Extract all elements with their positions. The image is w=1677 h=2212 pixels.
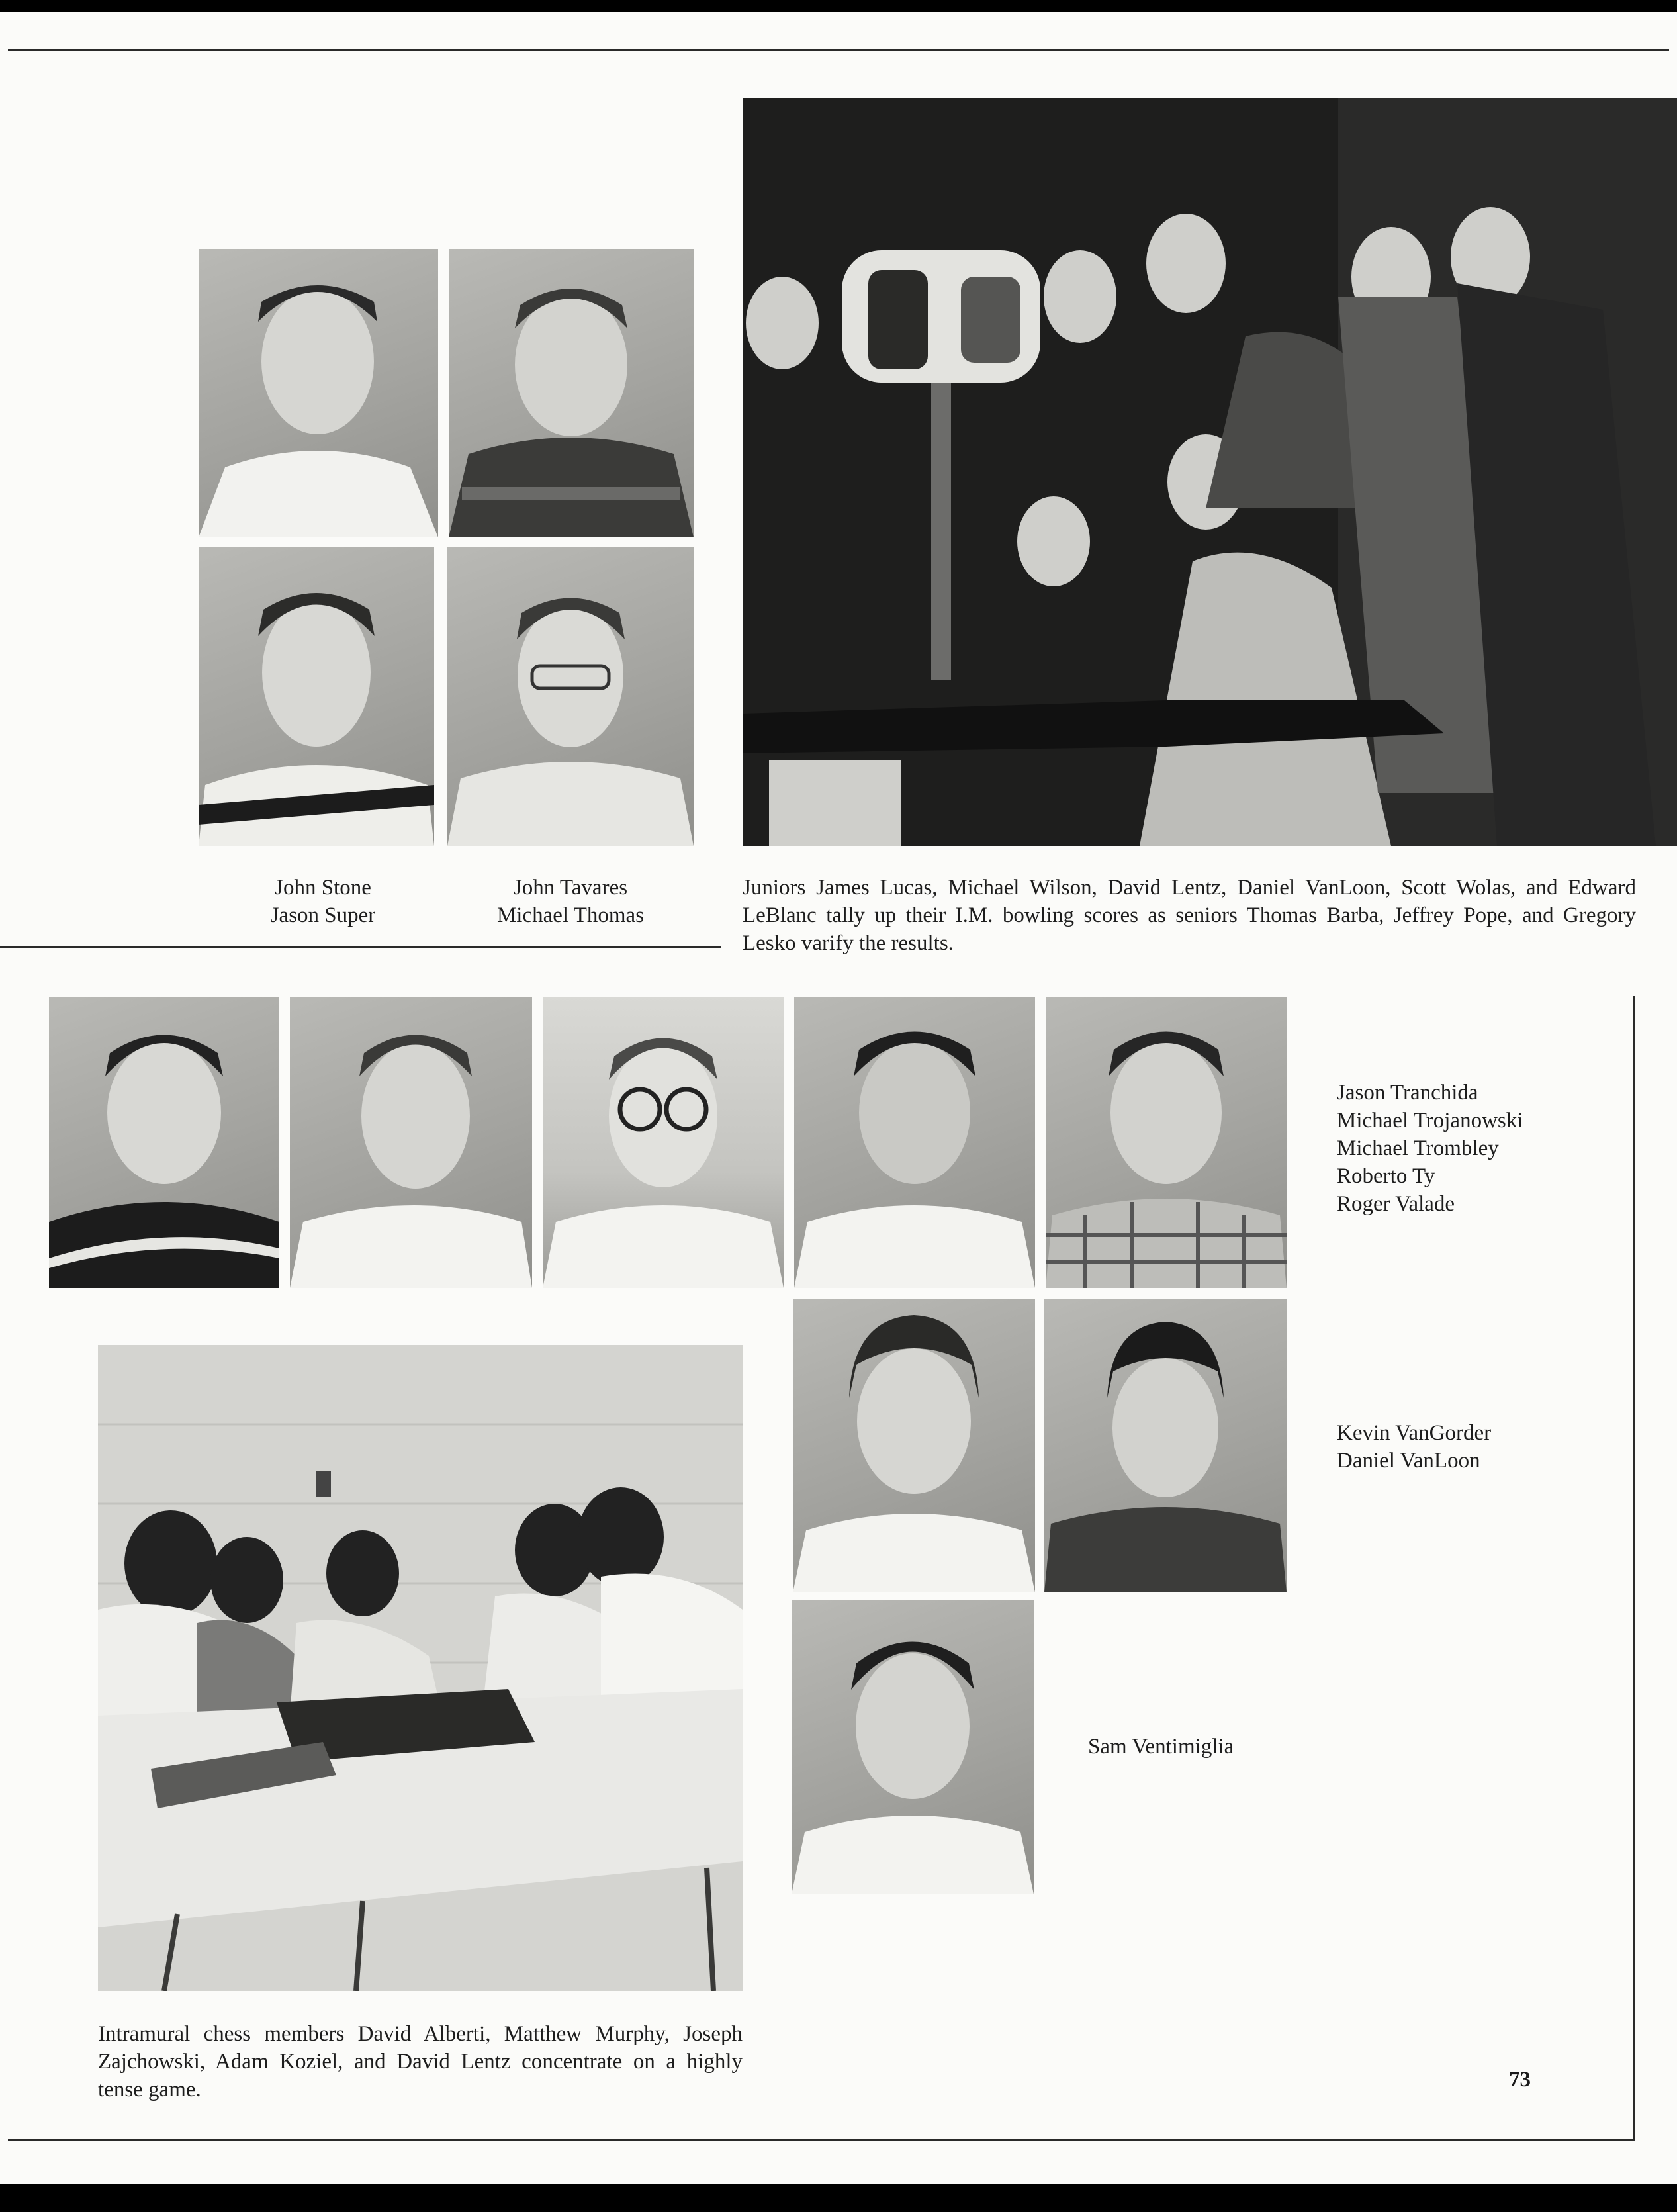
- chess-photo: [98, 1345, 743, 1991]
- row-names: [1337, 1079, 1615, 1218]
- portrait-photo: [447, 547, 694, 846]
- portrait-name: Roberto Ty: [1337, 1164, 1435, 1188]
- portrait-photo: [1044, 1299, 1287, 1592]
- top-rule: [8, 49, 1669, 51]
- portrait-name: Michael Trombley: [1337, 1136, 1499, 1160]
- single-name: Sam Ventimiglia: [1088, 1735, 1234, 1759]
- bowling-caption: Juniors James Lucas, Michael Wilson, David Lentz, Daniel VanLoon, Scott Wolas, and Edward LeBlanc tally up their I.M. bowling scores as seniors Thomas Barba, Jeffrey Pope, and Gregory Lesko varify the results.: [743, 876, 1636, 955]
- portrait-photo: [1046, 997, 1287, 1288]
- portrait-photo: [449, 249, 694, 537]
- portrait-name: John Stone: [275, 876, 371, 899]
- portrait-names-col1: [199, 874, 447, 929]
- top-scan-border: [0, 0, 1677, 12]
- portrait-name: Jason Super: [270, 903, 376, 927]
- portrait-photo: [290, 997, 532, 1288]
- portrait-name: John Tavares: [513, 876, 628, 899]
- right-frame-rule: [1633, 996, 1635, 2141]
- page-number: 73: [1509, 2068, 1531, 2092]
- bowling-photo: [743, 98, 1677, 846]
- portrait-name: Michael Trojanowski: [1337, 1109, 1523, 1132]
- pair-names: [1337, 1419, 1615, 1475]
- portrait-name: Michael Thomas: [496, 903, 645, 927]
- portrait-name: Daniel VanLoon: [1337, 1449, 1480, 1473]
- portrait-name: Jason Tranchida: [1337, 1081, 1478, 1105]
- portrait-photo: [793, 1299, 1035, 1592]
- portrait-names-col2: [447, 874, 694, 929]
- portrait-photo: [792, 1600, 1034, 1894]
- chess-caption: Intramural chess members David Alberti, Matthew Murphy, Joseph Zajchowski, Adam Koziel, and David Lentz concentrate on a highly tense game.: [98, 2022, 743, 2101]
- bottom-scan-border: [0, 2184, 1677, 2212]
- portrait-photo: [199, 249, 438, 537]
- bottom-rule: [8, 2139, 1635, 2141]
- portrait-photo: [794, 997, 1035, 1288]
- portrait-name: Roger Valade: [1337, 1192, 1455, 1216]
- section-rule: [0, 946, 721, 948]
- portrait-photo: [543, 997, 784, 1288]
- portrait-photo: [199, 547, 434, 846]
- portrait-photo: [49, 997, 279, 1288]
- portrait-name: Kevin VanGorder: [1337, 1421, 1492, 1445]
